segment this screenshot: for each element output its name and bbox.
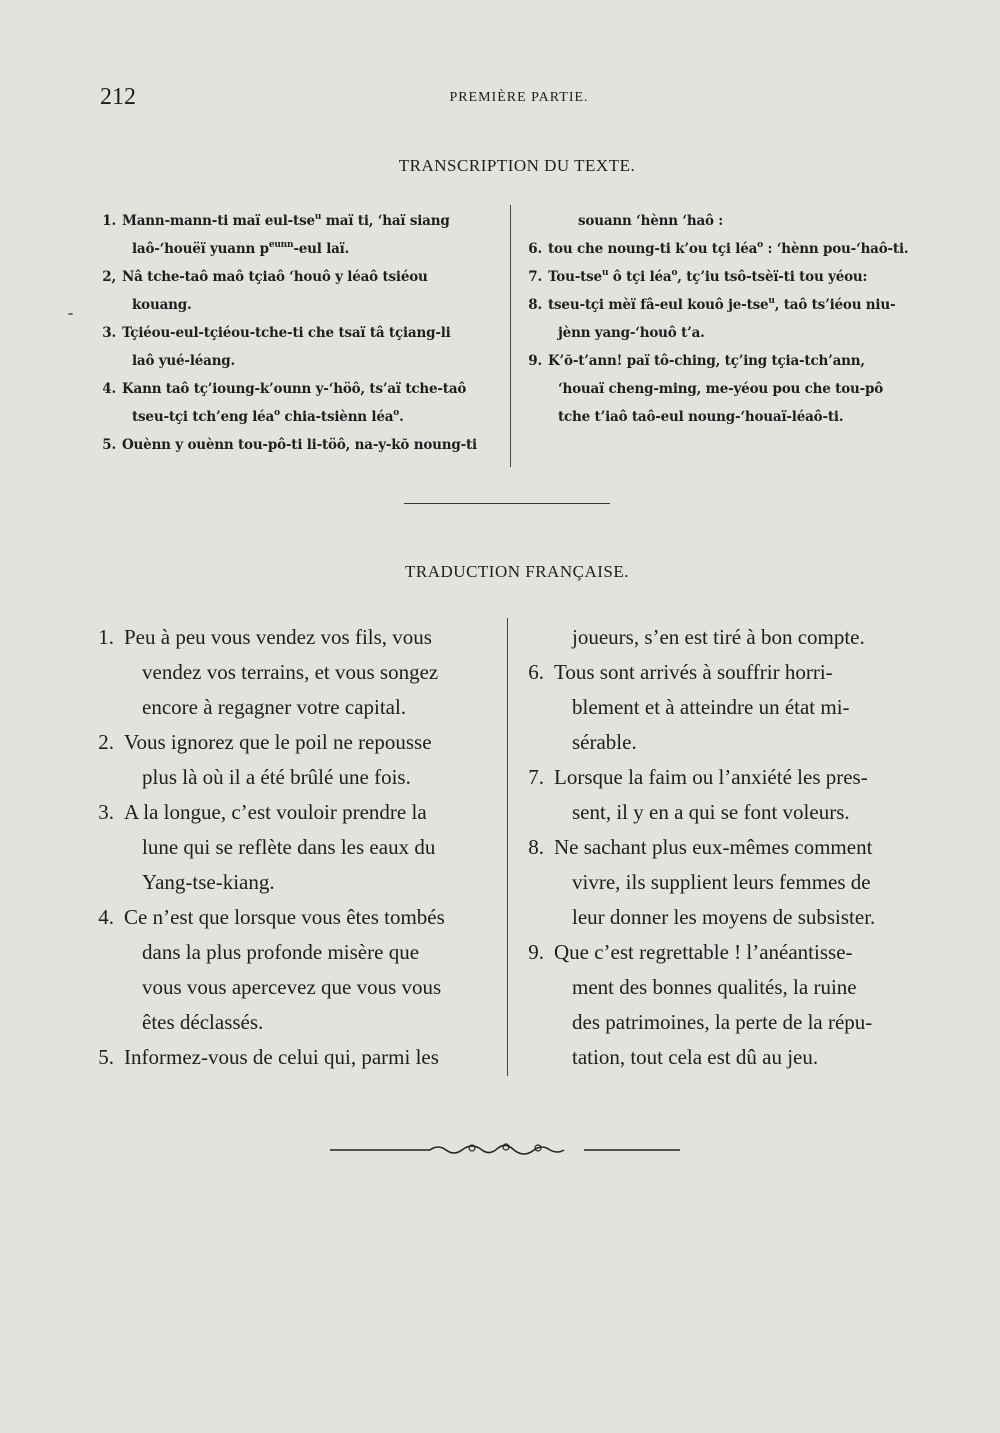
line-wrap — [122, 403, 502, 431]
line-text: ‘houaï cheng-ming, me-yéou pou che tou-pô — [558, 381, 884, 397]
item-text — [548, 235, 936, 263]
line-text: jènn yang-‘houô t’a. — [558, 325, 705, 341]
line-text: Tou-tse — [548, 269, 602, 285]
list-item — [510, 655, 930, 760]
translation-title: TRADUCTION FRANÇAISE. — [405, 562, 629, 581]
end-ornament-icon — [330, 1138, 680, 1162]
list-item — [80, 795, 500, 900]
line-text: ment des bonnes qualités, la ruine — [572, 975, 857, 999]
superscript: o — [757, 240, 763, 250]
item-number: 7. — [528, 269, 542, 285]
line-text: -eul laï. — [293, 241, 350, 257]
line-text: leur donner les moyens de subsister. — [572, 905, 876, 929]
list-item — [510, 830, 930, 935]
superscript: u — [768, 296, 775, 306]
running-head: PREMIÈRE PARTIE. — [449, 90, 589, 105]
line-text: Kann taô tç’ioung-k’ounn y-‘höô, ts’aï tche-taô — [122, 381, 467, 397]
line-text: laô-‘houëï yuann p — [132, 241, 269, 257]
line-text: , taô ts’iéou niu- — [774, 297, 896, 313]
item-number: 4. — [98, 905, 114, 929]
line-text: encore à regagner votre capital. — [142, 695, 407, 719]
line-text: Nâ tche-taô maô tçiaô ‘houô y léaô tsiéou — [122, 269, 428, 285]
item-text — [554, 935, 930, 1075]
line-text: Tçiéou-eul-tçiéou-tche-ti che tsaï tâ tçiang-li — [122, 325, 451, 341]
transcription-left-column — [90, 207, 502, 459]
list-item — [516, 291, 936, 347]
item-text — [124, 900, 500, 1040]
line-text: tation, tout cela est dû au jeu. — [572, 1045, 819, 1069]
list-item — [516, 235, 936, 263]
superscript: o — [393, 408, 400, 418]
transcription-right-column — [516, 207, 936, 431]
item-number: 9. — [528, 940, 544, 964]
item-number: 8. — [528, 297, 542, 313]
line-text: ô tçi léa — [608, 269, 672, 285]
item-number: 7. — [528, 765, 544, 789]
line-text: lune qui se reflète dans les eaux du — [142, 835, 436, 859]
item-number: 6. — [528, 660, 544, 684]
line-text: tseu-tçi tch’eng léa — [132, 409, 275, 425]
list-item — [90, 319, 502, 375]
list-item — [80, 1040, 500, 1075]
list-item — [90, 375, 502, 431]
line-text: dans la plus profonde misère que — [142, 940, 420, 964]
line-text: vivre, ils supplient leurs femmes de — [572, 870, 871, 894]
superscript: u — [314, 212, 322, 222]
superscript: u — [601, 268, 609, 278]
list-item — [80, 725, 500, 795]
line-text: tche t’iaô taô-eul noung-‘houaï-léaô-ti. — [558, 409, 844, 425]
item-text — [122, 431, 502, 459]
item-text — [122, 319, 502, 375]
item-number: 9. — [528, 353, 542, 369]
item-text — [124, 725, 500, 795]
line-text: Tous sont arrivés à souffrir horri- — [554, 660, 833, 684]
line-text: Vous ignorez que le poil ne repousse — [124, 730, 432, 754]
line-text: chia-tsiènn léa — [279, 409, 394, 425]
line-text: Ne sachant plus eux-mêmes comment — [554, 835, 873, 859]
line-text: êtes déclassés. — [142, 1010, 264, 1034]
line-text: des patrimoines, la perte de la répu- — [572, 1010, 873, 1034]
line-text: vous vous apercevez que vous vous — [142, 975, 442, 999]
line-text: K’ŏ-t’ann! paï tô-ching, tç’ing tçia-tch’ann, — [548, 353, 865, 369]
item-text — [124, 795, 500, 900]
line-text: Lorsque la faim ou l’anxiété les pres- — [554, 765, 868, 789]
line-text: A la longue, c’est vouloir prendre la — [124, 800, 427, 824]
section-rule — [404, 503, 610, 504]
list-item — [516, 347, 936, 431]
line-text: Peu à peu vous vendez vos fils, vous — [124, 625, 432, 649]
item-text — [122, 263, 502, 319]
line-text: blement et à atteindre un état mi- — [572, 695, 850, 719]
item-number: 1. — [102, 213, 116, 229]
list-item — [90, 431, 502, 459]
item-number: 4. — [102, 381, 116, 397]
line-text: sent, il y en a qui se font voleurs. — [572, 800, 850, 824]
superscript: o — [671, 268, 678, 278]
item-number: 1. — [98, 625, 114, 649]
line-text: : ‘hènn pou-‘haô-ti. — [762, 241, 909, 257]
item-number: 3. — [98, 800, 114, 824]
line-text: kouang. — [132, 297, 192, 313]
list-item — [510, 935, 930, 1075]
line-text: , tç’iu tsô-tsèï-ti tou yéou: — [677, 269, 868, 285]
line-text: sérable. — [572, 730, 637, 754]
item-number: 5. — [102, 437, 116, 453]
line-text: Informez-vous de celui qui, parmi les — [124, 1045, 439, 1069]
line-wrap — [122, 235, 502, 263]
line-text: plus là où il a été brûlé une fois. — [142, 765, 411, 789]
superscript: eunn — [268, 240, 294, 250]
continued-line: joueurs, s’en est tiré à bon compte. — [572, 625, 865, 649]
item-number: 8. — [528, 835, 544, 859]
item-number: 5. — [98, 1045, 114, 1069]
item-text — [554, 830, 930, 935]
item-number: 3. — [102, 325, 116, 341]
item-number: 6. — [528, 241, 542, 257]
page-number: 212 — [100, 84, 136, 110]
column-divider — [507, 618, 508, 1076]
line-text: tou che noung-ti k’ou tçi léa — [548, 241, 758, 257]
superscript: o — [274, 408, 280, 418]
item-number: 2, — [102, 269, 116, 285]
translation-right-column — [510, 620, 930, 1075]
item-text — [122, 375, 502, 431]
column-divider — [510, 205, 511, 467]
line-text: . — [399, 409, 404, 425]
list-item — [90, 263, 502, 319]
transcription-title: TRANSCRIPTION DU TEXTE. — [398, 156, 636, 175]
item-text — [554, 760, 930, 830]
list-item — [90, 207, 502, 263]
list-item — [516, 263, 936, 291]
item-text — [122, 207, 502, 263]
item-number: 2. — [98, 730, 114, 754]
item-text — [124, 1040, 500, 1075]
list-item — [510, 760, 930, 830]
continued-line: souann ‘hènn ‘haô : — [578, 213, 724, 229]
line-text: Ce n’est que lorsque vous êtes tombés — [124, 905, 445, 929]
item-text — [548, 291, 936, 347]
line-text: vendez vos terrains, et vous songez — [142, 660, 439, 684]
list-item — [80, 900, 500, 1040]
line-text: Mann-mann-ti maï eul-tse — [122, 213, 315, 229]
item-text — [548, 263, 936, 291]
item-text — [554, 655, 930, 760]
item-text — [548, 347, 936, 431]
stray-mark — [68, 313, 73, 315]
line-text: tseu-tçi mèï fâ-eul kouô je-tse — [548, 297, 769, 313]
line-text: Ouènn y ouènn tou-pô-ti li-töô, na-y-kŏ noung-ti — [122, 437, 477, 453]
list-item — [80, 620, 500, 725]
line-text: Que c’est regrettable ! l’anéantisse- — [554, 940, 853, 964]
item-text — [124, 620, 500, 725]
line-text: maï ti, ‘haï siang — [321, 213, 450, 229]
line-text: Yang-tse-kiang. — [142, 870, 275, 894]
translation-left-column — [80, 620, 500, 1075]
line-text: laô yué-léang. — [132, 353, 236, 369]
